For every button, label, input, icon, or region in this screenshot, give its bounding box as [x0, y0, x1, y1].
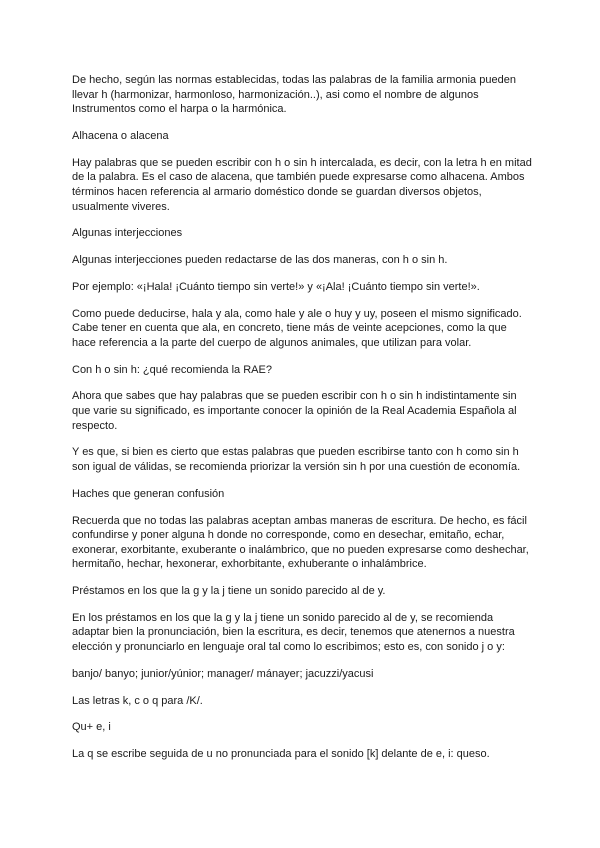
document-body: [72, 73, 532, 774]
paragraph: Y es que, si bien es cierto que estas palabras que pueden escribirse tanto con h como sin h son igual de válidas, se recomienda priorizar la versión sin h por una cuestión de economía.: [72, 446, 521, 473]
paragraph: De hecho, según las normas establecidas, todas las palabras de la familia armonia pueden llevar h (harmonizar, harmonloso, harmonización..), asi como el nombre de algunos Instrumentos como el harpa o la harmónica.: [72, 74, 516, 116]
paragraph: Como puede deducirse, hala y ala, como hale y ale o huy y uy, poseen el mismo significado. Cabe tener en cuenta que ala, en concreto, tiene más de veinte acepciones, como la que hace referencia a la parte del cuerpo de algunos animales, que utilizan para volar.: [72, 307, 522, 349]
section-heading: Las letras k, c o q para /K/.: [72, 694, 203, 707]
section-heading: Qu+ e, i: [72, 721, 111, 734]
section-heading: Con h o sin h: ¿qué recomienda la RAE?: [72, 363, 272, 376]
paragraph: banjo/ banyo; junior/yúnior; manager/ mánayer; jacuzzi/yacusi: [72, 667, 374, 680]
paragraph: Hay palabras que se pueden escribir con h o sin h intercalada, es decir, con la letra h en mitad de la palabra. Es el caso de alacena, que también puede expresarse como alhacena. Ambos términos hacen referencia al armario doméstico donde se guardan diversos objetos, usualmente viveres.: [72, 156, 532, 213]
section-heading: Haches que generan confusión: [72, 487, 225, 500]
paragraph: Ahora que sabes que hay palabras que se pueden escribir con h o sin h indistintamente sin que varie su significado, es importante conocer la opinión de la Real Academia Española al respecto.: [72, 390, 517, 432]
paragraph: Algunas interjecciones pueden redactarse de las dos maneras, con h o sin h.: [72, 254, 448, 267]
section-heading: Algunas interjecciones: [72, 227, 183, 240]
paragraph: Recuerda que no todas las palabras aceptan ambas maneras de escritura. De hecho, es fácil confundirse y poner alguna h donde no corresponde, como en desechar, emitaño, echar, exonerar, exorbitante, exuberante o inalámbrico, que no pueden expresarse como deshechar, hermitaño, hechar, hexonerar, exhorbitante, exhuberante o inhalámbrice.: [72, 514, 529, 571]
paragraph: La q se escribe seguida de u no pronunciada para el sonido [k] delante de e, i: queso.: [72, 748, 490, 761]
paragraph: En los préstamos en los que la g y la j tiene un sonido parecido al de y, se recomienda adaptar bien la pronunciación, bien la escritura, es decir, tenemos que atenernos a nuestra elección y pronunciarlo en lenguaje oral tal como lo escribimos; esto es, con sonido j o y:: [72, 611, 515, 654]
section-heading: Alhacena o alacena: [72, 129, 169, 142]
section-heading: Préstamos en los que la g y la j tiene un sonido parecido al de y.: [72, 585, 386, 598]
paragraph: Por ejemplo: «¡Hala! ¡Cuánto tiempo sin verte!» y «¡Ala! ¡Cuánto tiempo sin verte!».: [72, 280, 480, 293]
